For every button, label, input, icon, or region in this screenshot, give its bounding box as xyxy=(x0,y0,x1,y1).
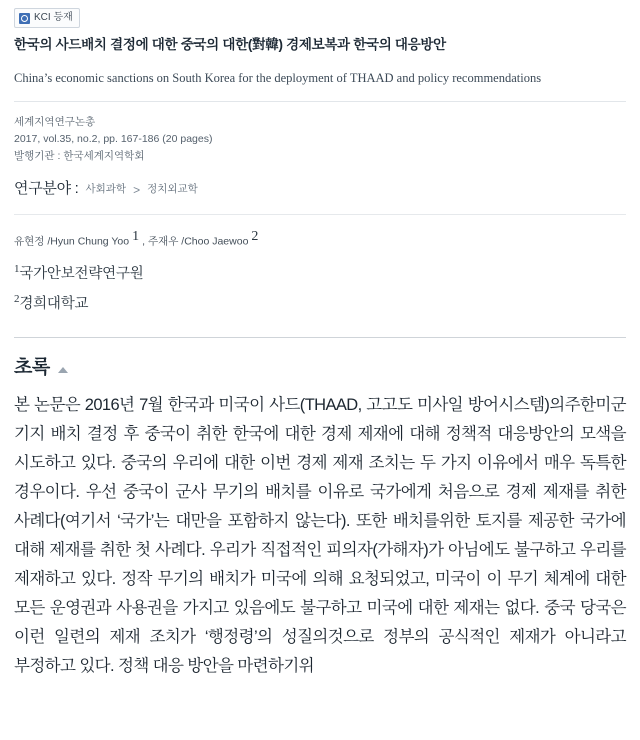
publisher-value[interactable]: 한국세계지역학회 xyxy=(63,149,145,162)
publisher-label: 발행기관 : xyxy=(14,149,64,162)
abstract-text: 본 논문은 2016년 7월 한국과 미국이 사드(THAAD, 고고도 미사일 방어시스템)의주한미군 기지 배치 결정 후 중국이 취한 한국에 대한 경제 제재에 대해 정책적 대응방안의 모색을 시도하고 있다. 중국의 우리에 대한 이번 경제 제재 조치는 두 가지 이유에서 매우 독특한 경우이다. 우선 중국이 군사 무기의 배치를 이유로 국가에게 처음으로 경제 제재를 취한 사례다(여기서 ‘국가’는 대만을 포함하지 않는다). 또한 배치를위한 토지를 제공한 국가에 대해 제재를 취한 첫 사례다. 우리가 직접적인 피의자(가해자)가 아님에도 불구하고 우리를 제재하고 있다. 정작 무기의 배치가 미국에 의해 요청되었고, 미국이 이 무기 체계에 대한 모든 운영권과 사용권을 가지고 있음에도 불구하고 미국에 대한 제재는 없다. 중국 당국은 이런 일련의 제재 조치가 ‘행정령’의 성질의것으로 정부의 공식적인 제재가 아니라고 부정하고 있다. 정책 대응 방안을 마련하기위 xyxy=(14,395,626,675)
author-affiliation-marker-1: 1 xyxy=(132,228,140,244)
research-field-label: 연구분야 : xyxy=(14,179,79,197)
journal-publisher xyxy=(14,148,626,165)
page-title-korean: 한국의 사드배치 결정에 대한 중국의 대한(對韓) 경제보복과 한국의 대응방안 xyxy=(14,36,446,52)
title-block xyxy=(0,33,640,87)
author-name-2[interactable]: 주재우 /Choo Jaewoo xyxy=(147,235,249,247)
author-line xyxy=(0,215,640,250)
breadcrumb-separator-icon: > xyxy=(133,182,141,197)
kci-badge-label: KCI 등재 xyxy=(34,12,73,23)
affiliation-number-2: 2 xyxy=(14,292,20,305)
affiliation-name-1: 국가안보전략연구원 xyxy=(19,265,144,282)
author-name-1[interactable]: 유현정 /Hyun Chung Yoo xyxy=(14,235,130,247)
kci-logo-icon xyxy=(19,13,30,24)
abstract-header xyxy=(0,338,640,379)
affiliation-item-2 xyxy=(14,287,626,317)
research-field-subcategory[interactable]: 정치외교학 xyxy=(147,182,198,195)
affiliation-item-1 xyxy=(14,257,626,287)
research-field-row xyxy=(0,165,640,198)
affiliation-name-2: 경희대학교 xyxy=(19,295,89,312)
author-affiliation-marker-2: 2 xyxy=(251,228,259,244)
author-separator: , xyxy=(142,235,146,247)
kci-status-badge[interactable] xyxy=(14,8,80,28)
affiliation-list xyxy=(0,249,640,317)
caret-up-icon[interactable] xyxy=(58,367,68,373)
affiliation-number-1: 1 xyxy=(14,263,20,275)
badge-row xyxy=(0,0,640,33)
abstract-heading: 초록 xyxy=(14,356,50,378)
page-title-english: China’s economic sanctions on South Korea for the deployment of THAAD and policy recommendations xyxy=(14,70,542,85)
journal-meta xyxy=(0,102,640,165)
journal-name[interactable]: 세계지역연구논총 xyxy=(14,115,96,128)
research-field-category[interactable]: 사회과학 xyxy=(85,182,127,195)
journal-issue: 2017, vol.35, no.2, pp. 167-186 (20 pages) xyxy=(14,132,213,145)
